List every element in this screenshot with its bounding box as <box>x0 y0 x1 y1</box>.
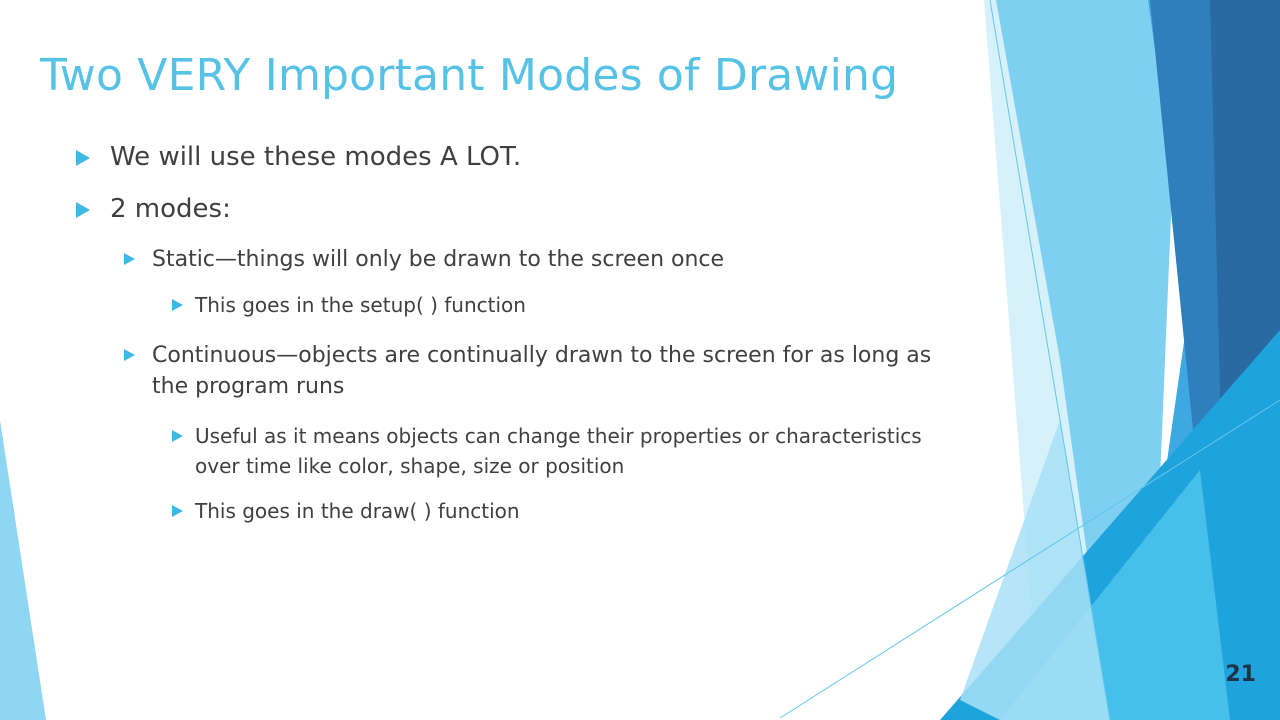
bullet-item-setup <box>172 290 952 320</box>
bullet-arrow-icon <box>172 430 183 442</box>
bullet-text: Continuous—objects are continually drawn to the screen for as long as the program runs <box>152 343 932 399</box>
bullet-text: This goes in the draw( ) function <box>195 499 520 523</box>
slide-title: Two VERY Important Modes of Drawing <box>40 50 899 101</box>
bullet-text: Static—things will only be drawn to the screen once <box>152 247 725 272</box>
bullet-text: We will use these modes A LOT. <box>110 142 522 172</box>
bullet-arrow-icon <box>76 150 90 166</box>
bullet-arrow-icon <box>172 299 183 311</box>
bullet-text: 2 modes: <box>110 194 231 224</box>
bullet-item-two-modes <box>76 194 231 224</box>
bullet-item-use-modes <box>76 142 521 172</box>
slide-number: 21 <box>1225 662 1256 687</box>
bullet-item-continuous <box>124 340 964 402</box>
bullet-arrow-icon <box>76 202 90 218</box>
bullet-item-draw <box>172 496 952 526</box>
bullet-arrow-icon <box>172 505 183 517</box>
bullet-arrow-icon <box>124 253 135 265</box>
bullet-item-static <box>124 244 964 275</box>
bullet-arrow-icon <box>124 349 135 361</box>
bullet-text: This goes in the setup( ) function <box>195 293 526 317</box>
bullet-item-useful <box>172 421 932 481</box>
bullet-text: Useful as it means objects can change their properties or characteristics over time like color, shape, size or position <box>195 424 922 478</box>
